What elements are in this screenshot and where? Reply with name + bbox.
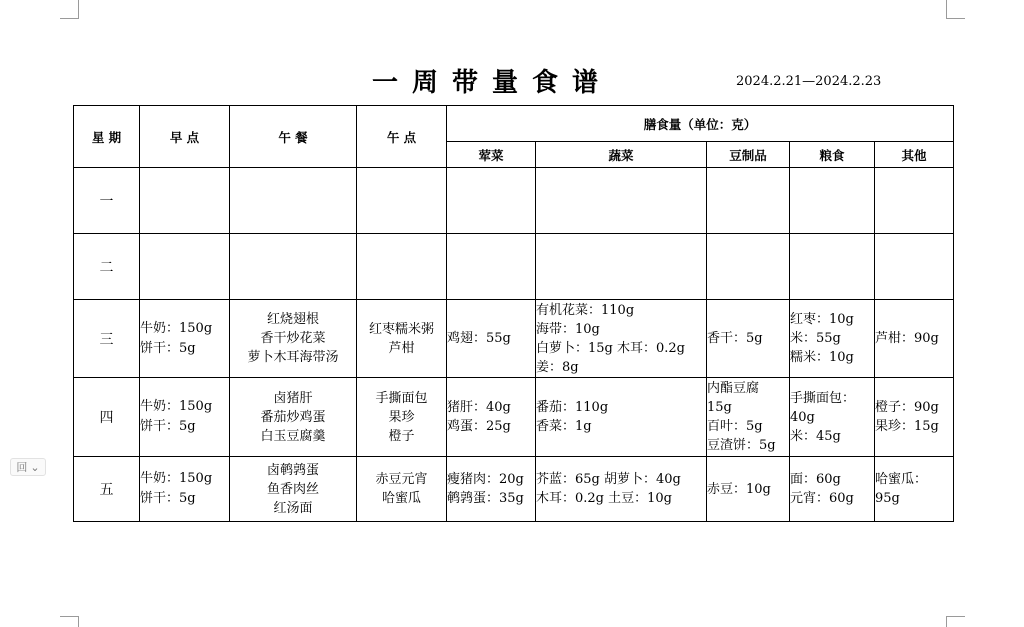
- grains-line: 米：45g: [790, 428, 841, 444]
- breakfast-line: 牛奶：150g: [140, 471, 213, 486]
- grains-line: 元宵：60g: [790, 491, 854, 506]
- grains-line: 面：60g: [790, 472, 841, 487]
- meat-cell[interactable]: [447, 234, 536, 300]
- vegetables-line: 海带：10g: [536, 321, 600, 337]
- meat-cell[interactable]: [447, 300, 536, 378]
- vegetables-cell[interactable]: [536, 378, 707, 457]
- weekday-cell: 一: [74, 168, 140, 234]
- soy-cell[interactable]: [707, 457, 790, 522]
- lunch-line: 卤鹌鹑蛋: [266, 462, 319, 478]
- soy-cell[interactable]: [707, 234, 790, 300]
- breakfast-line: 饼干：5g: [140, 340, 196, 356]
- snack-line: 芦柑: [388, 340, 415, 356]
- soy-cell[interactable]: [707, 300, 790, 378]
- table-row: [74, 378, 954, 457]
- crop-mark-top-left: [60, 0, 79, 19]
- crop-mark-top-right: [946, 0, 965, 19]
- snack-line: 手撕面包: [375, 390, 428, 406]
- doc-title: 一周带量食谱: [372, 68, 613, 98]
- grains-line: 糯米：10g: [790, 350, 854, 365]
- vegetables-line: 芥蓝：65g 胡萝卜：40g: [536, 472, 681, 487]
- header-grains: 粮食: [790, 142, 875, 168]
- soy-line: 15g: [707, 400, 732, 415]
- paragraph-icon: 回: [16, 461, 28, 474]
- vegetables-cell[interactable]: [536, 457, 707, 522]
- soy-line: 豆渣饼：5g: [707, 438, 776, 453]
- meat-line: 猪肝：40g: [447, 400, 511, 415]
- snack-line: 哈蜜瓜: [381, 491, 421, 506]
- lunch-line: 红烧翅根: [266, 312, 319, 327]
- snack-cell[interactable]: [357, 234, 447, 300]
- breakfast-line: 饼干：5g: [140, 491, 196, 506]
- other-cell[interactable]: [875, 457, 954, 522]
- lunch-line: 红汤面: [273, 500, 313, 516]
- table-row: [74, 168, 954, 234]
- vegetables-line: 白萝卜：15g 木耳：0.2g: [536, 340, 685, 356]
- vegetables-line: 姜：8g: [536, 359, 579, 375]
- lunch-cell[interactable]: [230, 457, 357, 522]
- breakfast-line: 牛奶：150g: [140, 399, 213, 414]
- snack-cell[interactable]: [357, 457, 447, 522]
- snack-cell[interactable]: [357, 378, 447, 457]
- header-other: 其他: [875, 142, 954, 168]
- date-range: 2024.2.21—2024.2.23: [736, 74, 882, 89]
- crop-mark-bottom-left: [60, 616, 79, 627]
- snack-line: 红枣糯米粥: [368, 321, 434, 337]
- grains-line: 40g: [790, 409, 815, 425]
- chevron-down-icon: ⌄: [30, 460, 40, 474]
- breakfast-line: 牛奶：150g: [140, 320, 213, 336]
- grains-cell[interactable]: [790, 378, 875, 457]
- grains-line: 手撕面包：: [790, 390, 856, 406]
- meat-cell[interactable]: [447, 378, 536, 457]
- lunch-cell[interactable]: [230, 234, 357, 300]
- table-row: [74, 300, 954, 378]
- breakfast-cell[interactable]: [140, 168, 230, 234]
- weekday-cell: 四: [74, 378, 140, 457]
- soy-cell[interactable]: [707, 378, 790, 457]
- grains-line: 米：55g: [790, 331, 841, 346]
- vegetables-line: 香菜：1g: [536, 419, 592, 434]
- header-vegetables: 蔬菜: [536, 142, 707, 168]
- snack-cell[interactable]: [357, 300, 447, 378]
- other-line: 哈蜜瓜：: [875, 472, 928, 487]
- weekly-menu-table: [73, 105, 954, 522]
- meat-cell[interactable]: [447, 168, 536, 234]
- header-intake: 膳食量（单位：克）: [447, 106, 954, 142]
- grains-cell[interactable]: [790, 300, 875, 378]
- header-weekday: 星 期: [74, 106, 140, 168]
- lunch-line: 香干炒花菜: [260, 331, 326, 346]
- other-line: 芦柑：90g: [875, 331, 939, 346]
- lunch-line: 番茄炒鸡蛋: [260, 409, 326, 425]
- other-cell[interactable]: [875, 300, 954, 378]
- snack-line: 赤豆元宵: [375, 472, 428, 487]
- header-meat: 荤菜: [447, 142, 536, 168]
- lunch-line: 鱼香肉丝: [266, 481, 319, 497]
- grains-line: 红枣：10g: [790, 312, 854, 327]
- paragraph-tool-button[interactable]: [10, 458, 46, 476]
- other-cell[interactable]: [875, 234, 954, 300]
- vegetables-line: 番茄：110g: [536, 400, 609, 415]
- meat-line: 鹌鹑蛋：35g: [447, 491, 524, 506]
- lunch-cell[interactable]: [230, 378, 357, 457]
- header-lunch: 午 餐: [230, 106, 357, 168]
- meat-cell[interactable]: [447, 457, 536, 522]
- table-row: [74, 234, 954, 300]
- snack-cell[interactable]: [357, 168, 447, 234]
- other-cell[interactable]: [875, 378, 954, 457]
- soy-line: 内酯豆腐: [707, 381, 760, 396]
- meat-line: 鸡蛋：25g: [447, 419, 511, 434]
- breakfast-cell[interactable]: [140, 234, 230, 300]
- vegetables-line: 木耳：0.2g 土豆：10g: [536, 491, 672, 506]
- other-line: 95g: [875, 491, 900, 506]
- lunch-line: 萝卜木耳海带汤: [247, 350, 339, 365]
- other-line: 果珍：15g: [875, 419, 939, 434]
- breakfast-cell[interactable]: [140, 457, 230, 522]
- grains-cell[interactable]: [790, 168, 875, 234]
- vegetables-cell[interactable]: [536, 168, 707, 234]
- lunch-cell[interactable]: [230, 300, 357, 378]
- vegetables-line: 有机花菜：110g: [536, 302, 635, 318]
- snack-line: 果珍: [388, 409, 415, 425]
- weekday-cell: 五: [74, 457, 140, 522]
- snack-line: 橙子: [388, 428, 415, 444]
- meat-line: 瘦猪肉：20g: [447, 472, 524, 487]
- header-soy: 豆制品: [707, 142, 790, 168]
- table-row: [74, 457, 954, 522]
- header-breakfast: 早 点: [140, 106, 230, 168]
- other-cell[interactable]: [875, 168, 954, 234]
- lunch-cell[interactable]: [230, 168, 357, 234]
- meat-line: 鸡翅：55g: [447, 331, 511, 346]
- grains-cell[interactable]: [790, 234, 875, 300]
- weekday-cell: 三: [74, 300, 140, 378]
- other-line: 橙子：90g: [875, 400, 939, 415]
- breakfast-cell[interactable]: [140, 300, 230, 378]
- soy-cell[interactable]: [707, 168, 790, 234]
- grains-cell[interactable]: [790, 457, 875, 522]
- crop-mark-bottom-right: [946, 616, 965, 627]
- soy-line: 百叶：5g: [707, 419, 763, 434]
- breakfast-line: 饼干：5g: [140, 419, 196, 434]
- weekday-cell: 二: [74, 234, 140, 300]
- soy-line: 香干：5g: [707, 331, 763, 346]
- soy-line: 赤豆：10g: [707, 481, 771, 497]
- vegetables-cell[interactable]: [536, 234, 707, 300]
- lunch-line: 卤猪肝: [273, 390, 313, 406]
- header-snack: 午 点: [357, 106, 447, 168]
- lunch-line: 白玉豆腐羹: [260, 428, 326, 444]
- breakfast-cell[interactable]: [140, 378, 230, 457]
- vegetables-cell[interactable]: [536, 300, 707, 378]
